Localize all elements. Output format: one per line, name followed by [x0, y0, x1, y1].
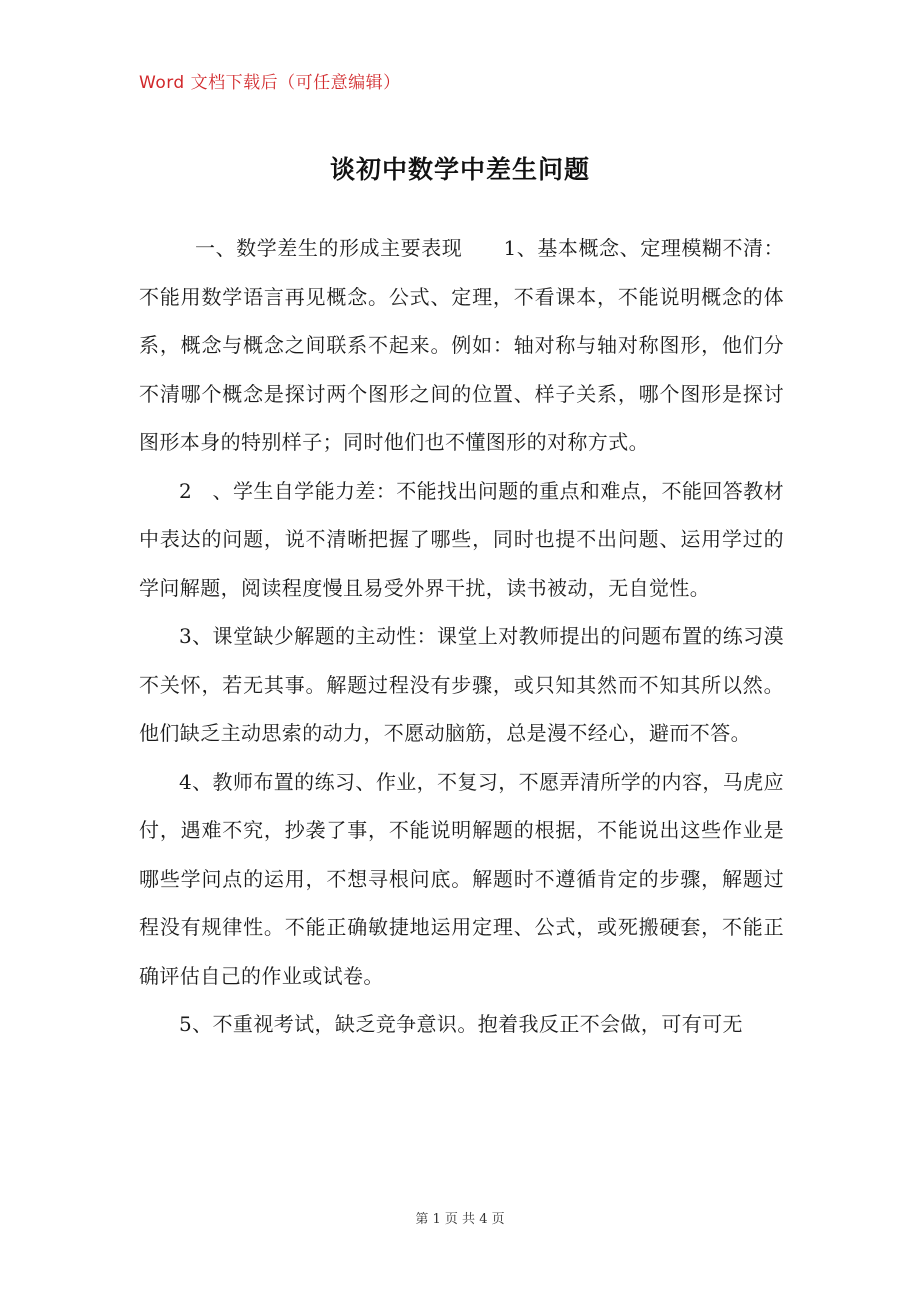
- paragraph-4: 4、教师布置的练习、作业，不复习，不愿弄清所学的内容，马虎应付，遇难不究，抄袭了事，不能说明解题的根据，不能说出这些作业是哪些学问点的运用，不想寻根问底。解题时不遵循肯定的步骤，解题过程没有规律性。不能正确敏捷地运用定理、公式，或死搬硬套，不能正确评估自己的作业或试卷。: [139, 769, 784, 988]
- paragraph-2: 2 、学生自学能力差：不能找出问题的重点和难点，不能回答教材中表达的问题，说不清晰把握了哪些，同时也提不出问题、运用学过的学问解题，阅读程度慢且易受外界干扰，读书被动，无自觉性。: [139, 478, 784, 600]
- paragraph-1: 一、数学差生的形成主要表现 1、基本概念、定理模糊不清：不能用数学语言再见概念。公式、定理，不看课本，不能说明概念的体系，概念与概念之间联系不起来。例如：轴对称与轴对称图形，他们分不清哪个概念是探讨两个图形之间的位置、样子关系，哪个图形是探讨图形本身的特别样子；同时他们也不懂图形的对称方式。: [139, 236, 784, 454]
- paragraph-3: 3、课堂缺少解题的主动性：课堂上对教师提出的问题布置的练习漠不关怀，若无其事。解题过程没有步骤，或只知其然而不知其所以然。他们缺乏主动思索的动力，不愿动脑筋，总是漫不经心，避而不答。: [139, 624, 784, 745]
- document-title: 谈初中数学中差生问题: [329, 155, 590, 184]
- download-note: Word 文档下载后（可任意编辑）: [139, 73, 401, 93]
- paragraph-5: 5、不重视考试，缺乏竞争意识。抱着我反正不会做，可有可无: [179, 1012, 743, 1036]
- page-number-footer: 第 1 页 共 4 页: [415, 1212, 505, 1227]
- document-body: [139, 224, 784, 1049]
